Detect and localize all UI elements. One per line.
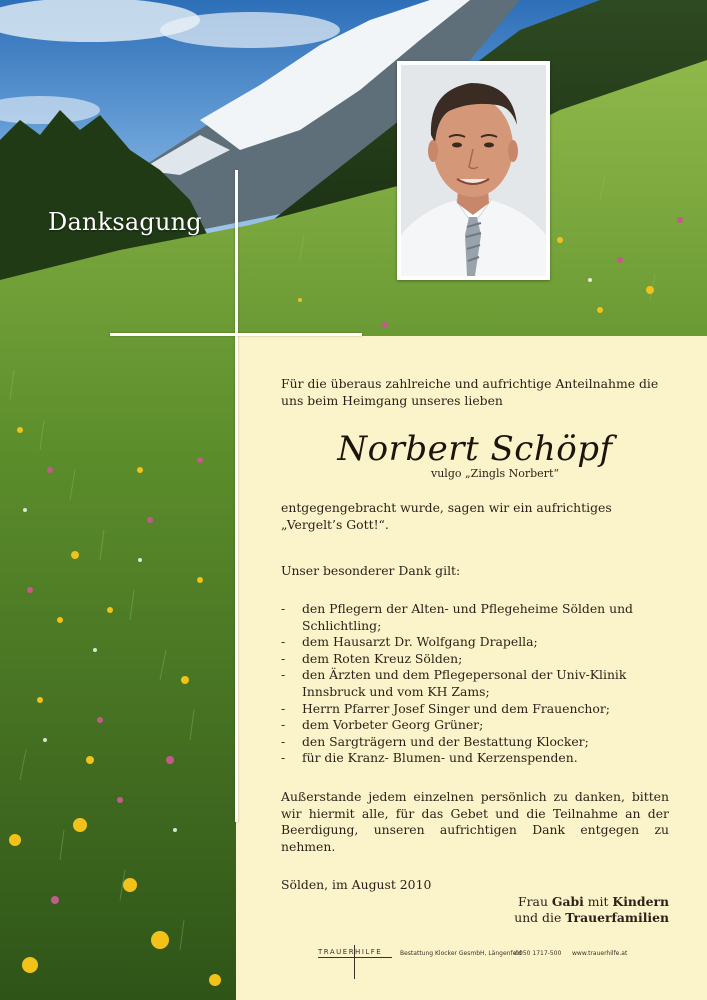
closing-text: Außerstande jedem einzelnen persönlich zu danken, bitten wir hiermit alle, für das Gebet und die Teilnahme an der Beerdigung, unseren aufrichtigen Dank entgegen zu nehmen. (281, 788, 669, 854)
signature-children: Kindern (612, 893, 669, 909)
signature-mid: mit (583, 893, 613, 909)
trauerhilfe-logo: TRAUERHILFE (318, 948, 383, 956)
list-item: - für die Kranz- Blumen- und Kerzenspenden. (281, 750, 669, 767)
intro-text: Für die überaus zahlreiche und aufrichtige Anteilnahme die uns beim Heimgang unseres lieben (281, 376, 659, 408)
list-item: - den Pflegern der Alten- und Pflegeheime Sölden und Schlichtling; (281, 601, 669, 634)
footer-company: Bestattung Klocker GesmbH, Längenfeld (400, 950, 522, 957)
date-place: Sölden, im August 2010 (281, 877, 432, 893)
list-item: - den Ärzten und dem Pflegepersonal der Univ-Klinik Innsbruck und vom KH Zams; (281, 667, 669, 700)
footer (318, 948, 678, 982)
signature-line-2 (281, 910, 669, 927)
thanks-list (281, 601, 669, 767)
received-text: entgegengebracht wurde, sagen wir ein aufrichtiges „Vergelt’s Gott!“. (281, 500, 612, 532)
footer-phone: ✆050 1717-500 (514, 950, 562, 957)
list-item: - Herrn Pfarrer Josef Singer und dem Frauenchor; (281, 701, 669, 718)
deceased-name: Norbert Schöpf (337, 429, 613, 470)
list-item: - dem Vorbeter Georg Grüner; (281, 717, 669, 734)
list-item: - dem Roten Kreuz Sölden; (281, 651, 669, 668)
cross-vertical-beam (235, 170, 238, 822)
logo-cross-bar (318, 957, 392, 958)
signature-prefix-2: und die (514, 910, 566, 926)
list-item: - dem Hausarzt Dr. Wolfgang Drapella; (281, 634, 669, 651)
message-body (281, 376, 669, 927)
signature-family: Trauerfamilien (565, 910, 669, 926)
signature-name: Gabi (551, 893, 584, 909)
list-item: - den Sargträgern und der Bestattung Klocker; (281, 734, 669, 751)
signature-prefix: Frau (518, 893, 552, 909)
thanks-title: Unser besonderer Dank gilt: (281, 563, 461, 579)
cross-horizontal-beam (110, 333, 362, 336)
deceased-nickname: vulgo „Zingls Norbert“ (431, 467, 559, 481)
footer-website[interactable]: www.trauerhilfe.at (572, 950, 628, 957)
portrait-image (401, 65, 546, 276)
signature-line-1 (281, 894, 669, 911)
portrait-photo (397, 61, 550, 280)
page-title: Danksagung (48, 208, 202, 236)
